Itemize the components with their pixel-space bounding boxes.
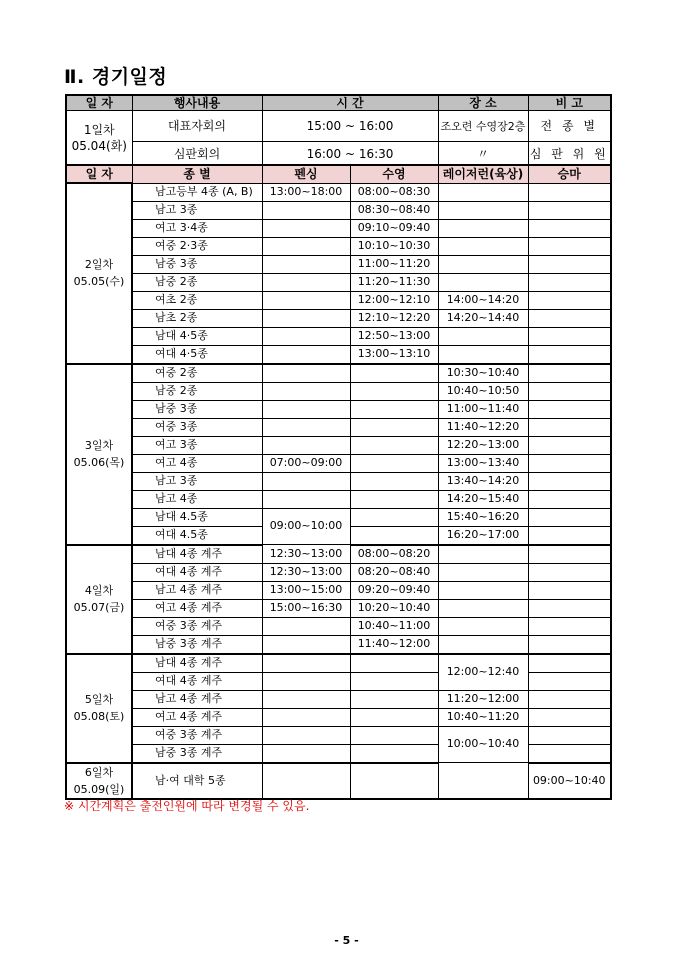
laser-run-cell <box>438 545 528 564</box>
riding-cell <box>528 436 611 454</box>
laser-run-cell <box>438 327 528 345</box>
fencing-cell <box>262 327 350 345</box>
swimming-cell: 10:20~10:40 <box>350 599 438 617</box>
header-fencing: 펜싱 <box>262 165 350 183</box>
riding-cell <box>528 364 611 383</box>
category-cell: 남·여 대학 5종 <box>132 763 262 799</box>
fencing-cell <box>262 382 350 400</box>
riding-cell <box>528 526 611 545</box>
fencing-cell <box>262 237 350 255</box>
table-row <box>66 490 611 508</box>
fencing-cell: 09:00~10:00 <box>262 508 350 545</box>
day-label: 2일차 <box>84 258 114 272</box>
swimming-cell: 10:40~11:00 <box>350 617 438 635</box>
table-row <box>66 563 611 581</box>
fencing-cell <box>262 617 350 635</box>
schedule-note: ※ 시간계획은 출전인원에 따라 변경될 수 있음. <box>64 799 310 813</box>
laser-run-cell: 10:40~10:50 <box>438 382 528 400</box>
riding-cell <box>528 400 611 418</box>
category-cell: 여대 4종 계주 <box>132 672 262 690</box>
swimming-cell: 11:20~11:30 <box>350 273 438 291</box>
table-row <box>66 472 611 490</box>
fencing-cell <box>262 654 350 673</box>
category-cell: 남고 4종 계주 <box>132 581 262 599</box>
swimming-cell <box>350 726 438 744</box>
riding-cell <box>528 545 611 564</box>
riding-cell <box>528 273 611 291</box>
laser-run-cell: 11:40~12:20 <box>438 418 528 436</box>
day-label: 1일차 <box>83 123 115 137</box>
category-cell: 남고 3종 <box>132 472 262 490</box>
category-cell: 남중 3종 계주 <box>132 635 262 654</box>
category-cell: 남고 3종 <box>132 201 262 219</box>
swimming-cell <box>350 454 438 472</box>
category-cell: 남중 3종 <box>132 400 262 418</box>
swimming-cell <box>350 654 438 673</box>
fencing-cell <box>262 219 350 237</box>
header-date: 일 자 <box>66 95 132 111</box>
fencing-cell: 12:30~13:00 <box>262 545 350 564</box>
table-row <box>66 744 611 763</box>
header-date: 일 자 <box>66 165 132 183</box>
category-cell: 여고 4종 계주 <box>132 708 262 726</box>
riding-cell: 09:00~10:40 <box>528 763 611 799</box>
header-event: 행사내용 <box>132 95 262 111</box>
swimming-cell <box>350 526 438 545</box>
fencing-cell <box>262 708 350 726</box>
swimming-cell <box>350 672 438 690</box>
category-cell: 남대 4·5종 <box>132 327 262 345</box>
table-row <box>66 690 611 708</box>
riding-cell <box>528 490 611 508</box>
note-cell: 심 판 위 원 <box>528 142 611 167</box>
fencing-cell: 15:00~16:30 <box>262 599 350 617</box>
page-number: - 5 - <box>334 934 359 947</box>
table-row <box>66 635 611 654</box>
category-cell: 여고 4종 <box>132 454 262 472</box>
day-label: 4일차 <box>84 584 114 597</box>
riding-cell <box>528 726 611 744</box>
swimming-cell: 08:30~08:40 <box>350 201 438 219</box>
swimming-cell: 11:00~11:20 <box>350 255 438 273</box>
day-cell <box>66 183 132 364</box>
date-label: 05.05(수) <box>73 275 125 289</box>
fencing-cell <box>262 291 350 309</box>
riding-cell <box>528 418 611 436</box>
laser-run-cell: 10:40~11:20 <box>438 708 528 726</box>
date-label: 05.06(목) <box>73 456 125 469</box>
swimming-cell: 08:00~08:30 <box>350 183 438 201</box>
category-cell: 여대 4·5종 <box>132 345 262 364</box>
laser-run-cell: 16:20~17:00 <box>438 526 528 545</box>
category-cell: 남중 2종 <box>132 273 262 291</box>
riding-cell <box>528 183 611 201</box>
day-label: 6일차 <box>84 765 114 779</box>
time-cell: 15:00 ~ 16:00 <box>262 111 438 142</box>
riding-cell <box>528 599 611 617</box>
swimming-cell <box>350 418 438 436</box>
riding-cell <box>528 201 611 219</box>
category-cell: 여중 3종 <box>132 418 262 436</box>
laser-run-cell: 14:00~14:20 <box>438 291 528 309</box>
riding-cell <box>528 617 611 635</box>
laser-run-cell <box>438 599 528 617</box>
laser-run-cell <box>438 563 528 581</box>
fencing-cell <box>262 690 350 708</box>
laser-run-cell <box>438 635 528 654</box>
swimming-cell: 12:00~12:10 <box>350 291 438 309</box>
swimming-cell: 11:40~12:00 <box>350 635 438 654</box>
laser-run-cell <box>438 255 528 273</box>
category-cell: 여초 2종 <box>132 291 262 309</box>
table-row <box>66 219 611 237</box>
laser-run-cell: 10:00~10:40 <box>438 726 528 763</box>
table-row <box>66 599 611 617</box>
fencing-cell <box>262 364 350 383</box>
laser-run-cell <box>438 201 528 219</box>
fencing-cell <box>262 436 350 454</box>
date-label: 05.07(금) <box>73 601 125 614</box>
table-row <box>66 291 611 309</box>
section-heading: Ⅱ. 경기일정 <box>64 66 168 88</box>
table-row <box>66 183 611 201</box>
laser-run-cell <box>438 617 528 635</box>
riding-cell <box>528 454 611 472</box>
swimming-cell <box>350 436 438 454</box>
laser-run-cell: 13:40~14:20 <box>438 472 528 490</box>
category-cell: 남중 2종 <box>132 382 262 400</box>
table-row <box>66 654 611 673</box>
header-category: 종 별 <box>132 165 262 183</box>
riding-cell <box>528 581 611 599</box>
note-cell: 전 종 별 <box>528 111 611 142</box>
laser-run-cell <box>438 237 528 255</box>
category-cell: 여고 3종 <box>132 436 262 454</box>
place-cell: 〃 <box>438 142 528 167</box>
header-note: 비 고 <box>528 95 611 111</box>
category-cell: 남대 4종 계주 <box>132 545 262 564</box>
table-row <box>66 201 611 219</box>
table-row <box>66 111 611 142</box>
fencing-cell <box>262 472 350 490</box>
riding-cell <box>528 291 611 309</box>
date-label: 05.08(토) <box>73 710 125 723</box>
category-cell: 여고 4종 계주 <box>132 599 262 617</box>
fencing-cell: 07:00~09:00 <box>262 454 350 472</box>
riding-cell <box>528 563 611 581</box>
riding-cell <box>528 654 611 673</box>
table-row <box>66 454 611 472</box>
fencing-cell <box>262 418 350 436</box>
header-time: 시 간 <box>262 95 438 111</box>
table-row <box>66 382 611 400</box>
category-cell: 남고 4종 계주 <box>132 690 262 708</box>
swimming-cell <box>350 744 438 763</box>
time-cell: 16:00 ~ 16:30 <box>262 142 438 167</box>
swimming-cell <box>350 763 438 799</box>
category-cell: 남초 2종 <box>132 309 262 327</box>
riding-cell <box>528 219 611 237</box>
date-label: 05.09(일) <box>73 782 125 796</box>
table-row <box>66 617 611 635</box>
swimming-cell <box>350 364 438 383</box>
laser-run-cell: 13:00~13:40 <box>438 454 528 472</box>
day-label: 3일차 <box>84 439 114 452</box>
fencing-cell: 13:00~15:00 <box>262 581 350 599</box>
swimming-cell: 13:00~13:10 <box>350 345 438 364</box>
table-row <box>66 273 611 291</box>
event-cell: 대표자회의 <box>132 111 262 142</box>
laser-run-cell <box>438 581 528 599</box>
swimming-cell <box>350 382 438 400</box>
category-cell: 남중 3종 계주 <box>132 744 262 763</box>
laser-run-cell: 10:30~10:40 <box>438 364 528 383</box>
table-row <box>66 309 611 327</box>
category-cell: 여중 3종 계주 <box>132 617 262 635</box>
swimming-cell: 12:50~13:00 <box>350 327 438 345</box>
swimming-cell <box>350 490 438 508</box>
category-cell: 남대 4.5종 <box>132 508 262 526</box>
header-laser-run: 레이저런(육상) <box>438 165 528 183</box>
place-cell: 조오련 수영장2층 <box>438 111 528 142</box>
date-label: 05.04(화) <box>71 139 127 153</box>
table-row <box>66 142 611 167</box>
laser-run-cell <box>438 219 528 237</box>
fencing-cell: 12:30~13:00 <box>262 563 350 581</box>
category-cell: 여중 3종 계주 <box>132 726 262 744</box>
day-cell <box>66 111 132 167</box>
swimming-cell: 08:00~08:20 <box>350 545 438 564</box>
fencing-cell <box>262 345 350 364</box>
fencing-cell <box>262 744 350 763</box>
category-cell: 여중 2·3종 <box>132 237 262 255</box>
swimming-cell: 08:20~08:40 <box>350 563 438 581</box>
riding-cell <box>528 382 611 400</box>
riding-cell <box>528 255 611 273</box>
table-row <box>66 327 611 345</box>
fencing-cell <box>262 309 350 327</box>
riding-cell <box>528 327 611 345</box>
table-row <box>66 237 611 255</box>
laser-run-cell: 12:20~13:00 <box>438 436 528 454</box>
riding-cell <box>528 635 611 654</box>
day-cell <box>66 763 132 799</box>
swimming-cell: 09:20~09:40 <box>350 581 438 599</box>
table-row <box>66 418 611 436</box>
riding-cell <box>528 309 611 327</box>
header-place: 장 소 <box>438 95 528 111</box>
laser-run-cell <box>438 763 528 799</box>
table-header-row <box>66 95 611 111</box>
laser-run-cell: 14:20~15:40 <box>438 490 528 508</box>
riding-cell <box>528 237 611 255</box>
swimming-cell: 09:10~09:40 <box>350 219 438 237</box>
category-cell: 여대 4.5종 <box>132 526 262 545</box>
fencing-cell <box>262 672 350 690</box>
swimming-cell <box>350 508 438 526</box>
day-cell <box>66 364 132 545</box>
category-cell: 남중 3종 <box>132 255 262 273</box>
table-row <box>66 255 611 273</box>
fencing-cell: 13:00~18:00 <box>262 183 350 201</box>
table-row <box>66 581 611 599</box>
laser-run-cell: 12:00~12:40 <box>438 654 528 691</box>
fencing-cell <box>262 490 350 508</box>
table-row <box>66 364 611 383</box>
event-cell: 심판회의 <box>132 142 262 167</box>
fencing-cell <box>262 635 350 654</box>
table-row <box>66 400 611 418</box>
swimming-cell <box>350 690 438 708</box>
fencing-cell <box>262 201 350 219</box>
day-label: 5일차 <box>84 693 114 706</box>
laser-run-cell <box>438 183 528 201</box>
table-header-row <box>66 165 611 183</box>
header-riding: 승마 <box>528 165 611 183</box>
swimming-cell <box>350 708 438 726</box>
table-row <box>66 708 611 726</box>
riding-cell <box>528 708 611 726</box>
laser-run-cell: 11:20~12:00 <box>438 690 528 708</box>
swimming-cell <box>350 472 438 490</box>
category-cell: 남고등부 4종 (A, B) <box>132 183 262 201</box>
table-row <box>66 726 611 744</box>
header-swimming: 수영 <box>350 165 438 183</box>
riding-cell <box>528 672 611 690</box>
riding-cell <box>528 472 611 490</box>
laser-run-cell <box>438 273 528 291</box>
fencing-cell <box>262 726 350 744</box>
fencing-cell <box>262 255 350 273</box>
riding-cell <box>528 744 611 763</box>
meeting-schedule-table <box>65 94 612 167</box>
laser-run-cell: 15:40~16:20 <box>438 508 528 526</box>
fencing-cell <box>262 273 350 291</box>
riding-cell <box>528 508 611 526</box>
category-cell: 여고 3·4종 <box>132 219 262 237</box>
table-row <box>66 672 611 690</box>
table-row <box>66 545 611 564</box>
swimming-cell: 10:10~10:30 <box>350 237 438 255</box>
category-cell: 남대 4종 계주 <box>132 654 262 673</box>
table-row <box>66 345 611 364</box>
day-cell <box>66 654 132 763</box>
category-cell: 남고 4종 <box>132 490 262 508</box>
swimming-cell: 12:10~12:20 <box>350 309 438 327</box>
laser-run-cell: 11:00~11:40 <box>438 400 528 418</box>
swimming-cell <box>350 400 438 418</box>
fencing-cell <box>262 763 350 799</box>
laser-run-cell <box>438 345 528 364</box>
riding-cell <box>528 345 611 364</box>
table-row <box>66 763 611 799</box>
table-row <box>66 508 611 526</box>
competition-schedule-table <box>65 164 612 800</box>
fencing-cell <box>262 400 350 418</box>
laser-run-cell: 14:20~14:40 <box>438 309 528 327</box>
category-cell: 여중 2종 <box>132 364 262 383</box>
table-row <box>66 436 611 454</box>
day-cell <box>66 545 132 654</box>
riding-cell <box>528 690 611 708</box>
category-cell: 여대 4종 계주 <box>132 563 262 581</box>
